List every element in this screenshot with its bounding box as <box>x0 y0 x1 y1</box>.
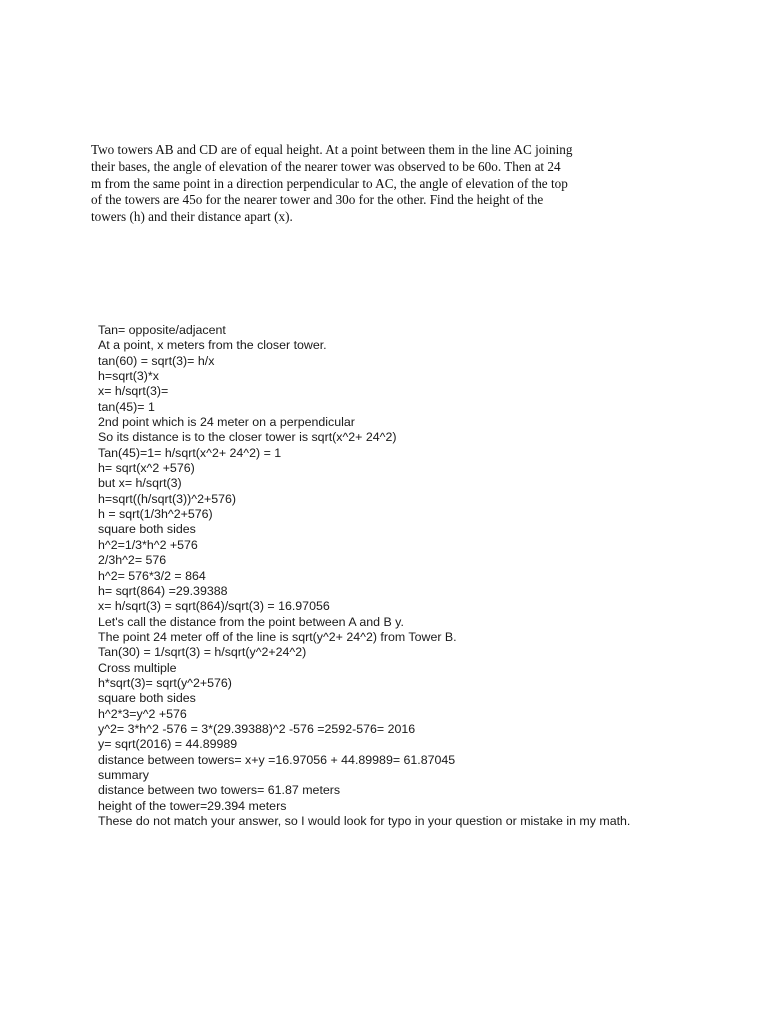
solution-line: h= sqrt(864) =29.39388 <box>98 583 228 598</box>
solution-line: The point 24 meter off of the line is sqrt(y^2+ 24^2) from Tower B. <box>98 629 457 644</box>
solution-steps <box>98 323 658 829</box>
solution-line: 2nd point which is 24 meter on a perpendicular <box>98 415 355 430</box>
solution-line: distance between towers= x+y =16.97056 + 44.89989= 61.87045 <box>98 752 456 767</box>
solution-line: y= sqrt(2016) = 44.89989 <box>98 737 238 752</box>
solution-line: square both sides <box>98 691 196 706</box>
solution-line: square both sides <box>98 522 196 537</box>
solution-line: h^2= 576*3/2 = 864 <box>98 568 206 583</box>
solution-line: x= h/sqrt(3) = sqrt(864)/sqrt(3) = 16.97056 <box>98 599 330 614</box>
solution-line: but x= h/sqrt(3) <box>98 476 182 491</box>
solution-line: tan(45)= 1 <box>98 399 155 414</box>
problem-line: of the towers are 45o for the nearer tower and 30o for the other. Find the height of the <box>91 192 544 208</box>
solution-line: Cross multiple <box>98 660 177 675</box>
solution-line: h=sqrt((h/sqrt(3))^2+576) <box>98 491 237 506</box>
solution-line: 2/3h^2= 576 <box>98 553 167 568</box>
solution-line: tan(60) = sqrt(3)= h/x <box>98 353 215 368</box>
problem-line: their bases, the angle of elevation of the nearer tower was observed to be 60o. Then at 24 <box>91 158 561 174</box>
solution-line: x= h/sqrt(3)= <box>98 384 169 399</box>
solution-line: These do not match your answer, so I would look for typo in your question or mistake in my math. <box>98 814 631 828</box>
solution-line: h=sqrt(3)*x <box>98 369 159 384</box>
solution-line: Tan(45)=1= h/sqrt(x^2+ 24^2) = 1 <box>98 445 282 460</box>
solution-line: h= sqrt(x^2 +576) <box>98 461 195 476</box>
problem-line: m from the same point in a direction perpendicular to AC, the angle of elevation of the top <box>91 175 568 191</box>
solution-line: h*sqrt(3)= sqrt(y^2+576) <box>98 675 232 690</box>
problem-line: towers (h) and their distance apart (x). <box>91 209 293 225</box>
problem-statement <box>91 142 611 226</box>
solution-line: At a point, x meters from the closer tower. <box>98 338 327 353</box>
solution-line: So its distance is to the closer tower is sqrt(x^2+ 24^2) <box>98 430 397 445</box>
solution-line: height of the tower=29.394 meters <box>98 798 287 813</box>
solution-line: summary <box>98 767 149 782</box>
problem-line: Two towers AB and CD are of equal height. At a point between them in the line AC joining <box>91 142 573 157</box>
solution-line: Let's call the distance from the point between A and B y. <box>98 614 404 629</box>
solution-line: h^2=1/3*h^2 +576 <box>98 537 198 552</box>
solution-line: y^2= 3*h^2 -576 = 3*(29.39388)^2 -576 =2592-576= 2016 <box>98 721 416 736</box>
solution-line: Tan= opposite/adjacent <box>98 323 226 337</box>
solution-line: distance between two towers= 61.87 meters <box>98 783 341 798</box>
solution-line: h = sqrt(1/3h^2+576) <box>98 507 213 522</box>
solution-line: Tan(30) = 1/sqrt(3) = h/sqrt(y^2+24^2) <box>98 645 307 660</box>
solution-line: h^2*3=y^2 +576 <box>98 706 187 721</box>
